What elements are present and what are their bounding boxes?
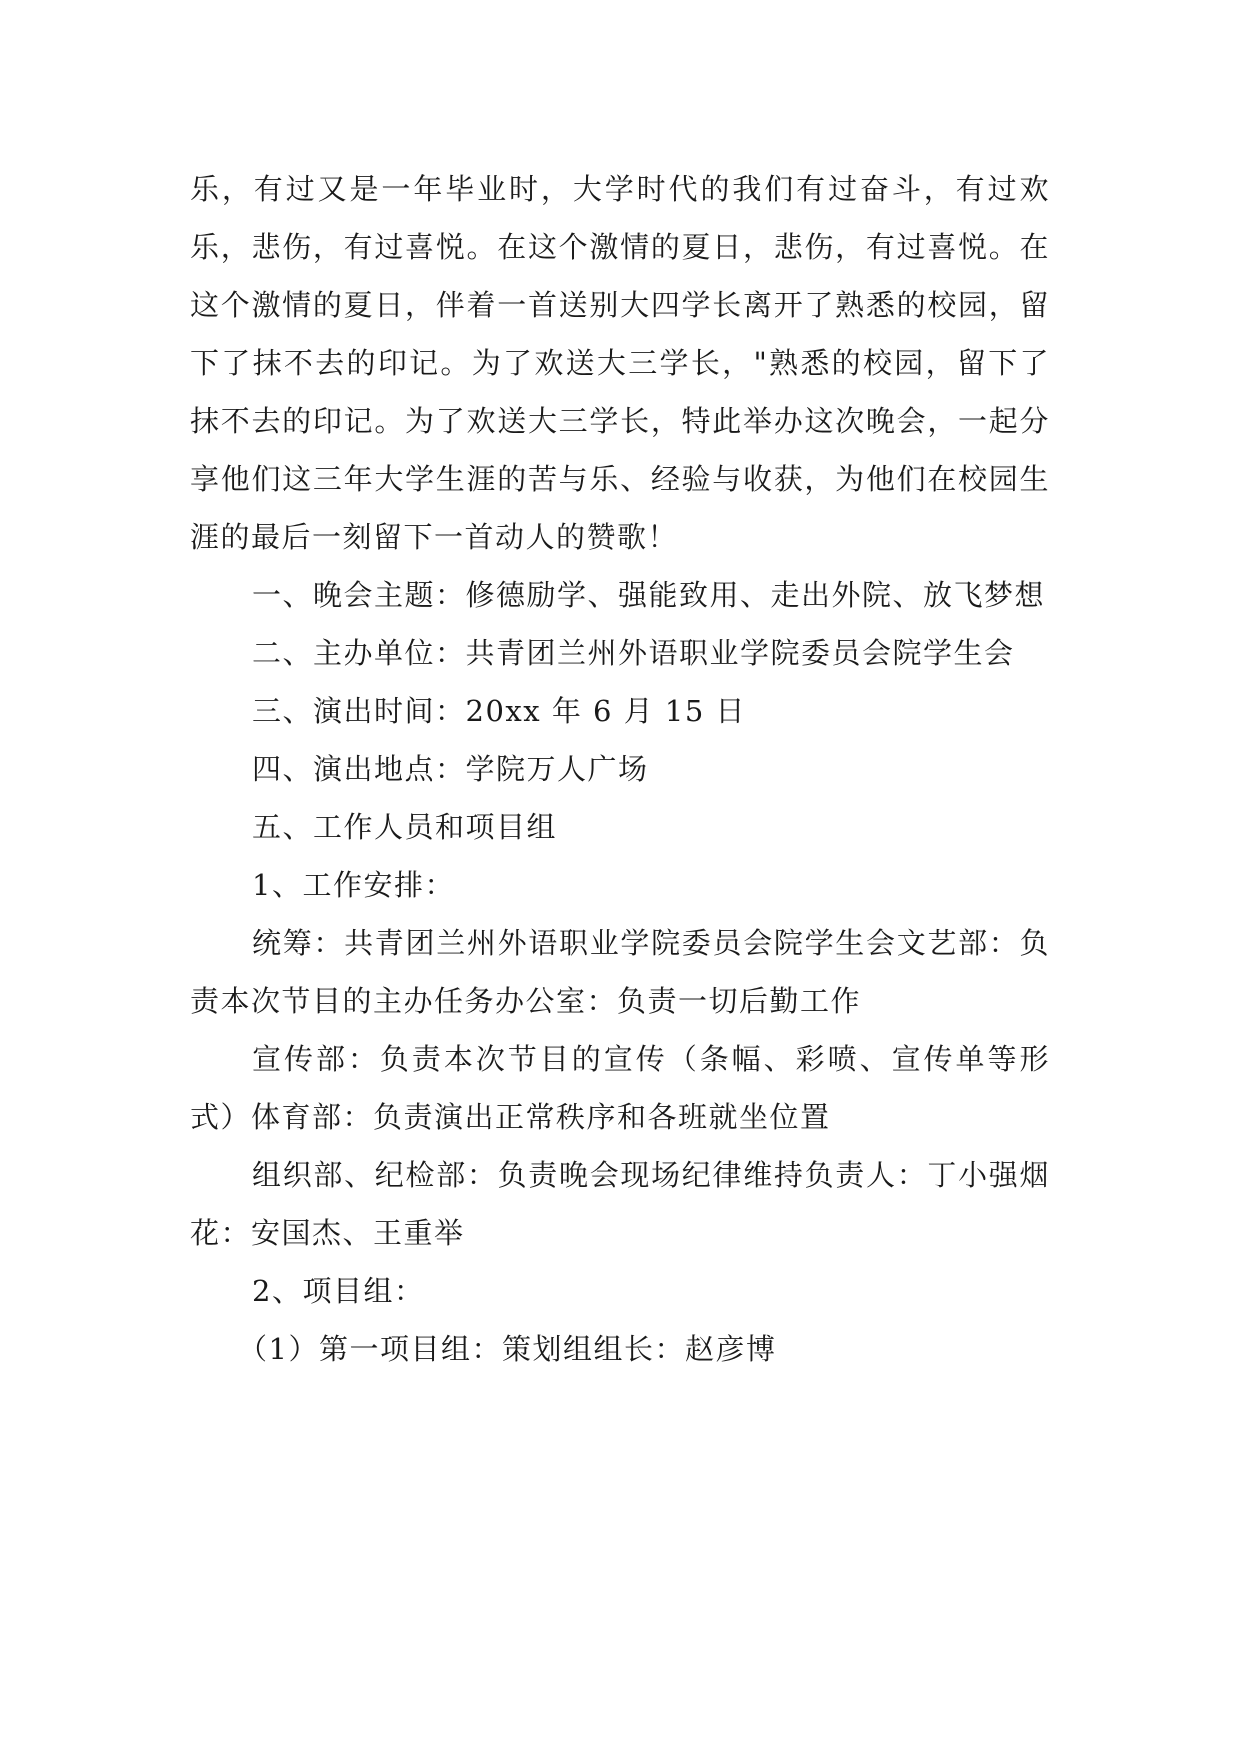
section-venue: 四、演出地点：学院万人广场 [252, 752, 649, 786]
work-arrangement-heading: 1、工作安排： [252, 868, 455, 902]
section-staff-heading: 五、工作人员和项目组 [252, 810, 558, 844]
section-theme: 一、晚会主题：修德励学、强能致用、走出外院、放飞梦想 [252, 578, 1046, 612]
section-organizer: 二、主办单位：共青团兰州外语职业学院委员会院学生会 [252, 636, 1015, 670]
work-arrangement-discipline: 组织部、纪检部：负责晚会现场纪律维持负责人：丁小强烟花：安国杰、王重举 [190, 1158, 1050, 1250]
work-arrangement-coordination: 统筹：共青团兰州外语职业学院委员会院学生会文艺部：负责本次节目的主办任务办公室：负责一切后勤工作 [190, 926, 1050, 1018]
project-group-first: （1）第一项目组：策划组组长：赵彦博 [238, 1332, 777, 1366]
section-time: 三、演出时间：20xx 年 6 月 15 日 [252, 694, 747, 728]
project-groups-heading: 2、项目组： [252, 1274, 425, 1308]
work-arrangement-publicity: 宣传部：负责本次节目的宣传（条幅、彩喷、宣传单等形式）体育部：负责演出正常秩序和各班就坐位置 [190, 1042, 1050, 1134]
intro-paragraph: 乐，有过又是一年毕业时，大学时代的我们有过奋斗，有过欢乐，悲伤，有过喜悦。在这个激情的夏日，悲伤，有过喜悦。在这个激情的夏日，伴着一首送别大四学长离开了熟悉的校园，留下了抹不去的印记。为了欢送大三学长，"熟悉的校园，留下了抹不去的印记。为了欢送大三学长，特此举办这次晚会，一起分享他们这三年大学生涯的苦与乐、经验与收获，为他们在校园生涯的最后一刻留下一首动人的赞歌！ [190, 172, 1050, 554]
document-body [190, 160, 1050, 1378]
